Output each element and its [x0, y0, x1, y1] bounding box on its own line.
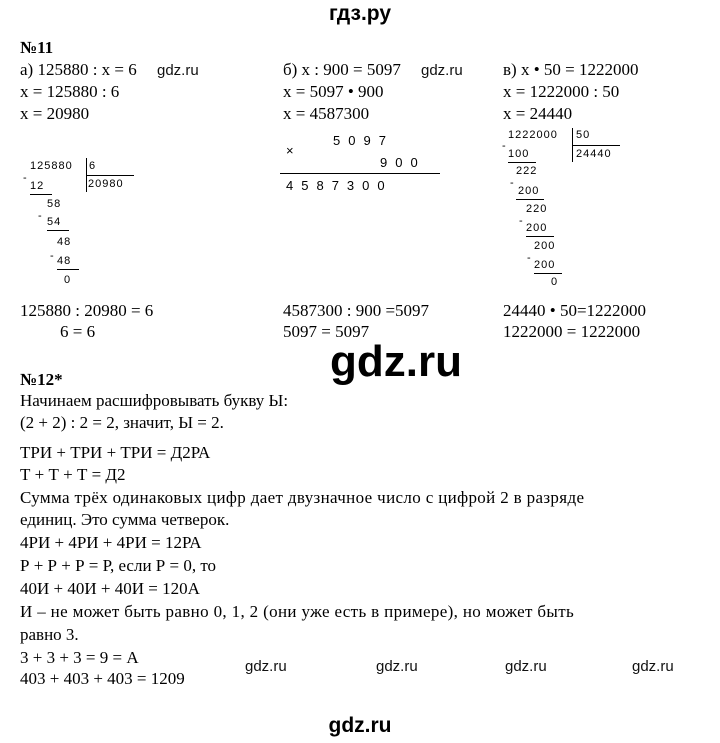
watermark-large: gdz.ru	[330, 337, 462, 386]
div-v-step: 200	[526, 222, 548, 234]
watermark: gdz.ru	[632, 658, 674, 675]
task11-a-line-2: х = 125880 : 6	[20, 82, 120, 101]
task11-a-line-3: х = 20980	[20, 104, 90, 123]
watermark: gdz.ru	[245, 658, 287, 675]
task11-v-check-2: 1222000 = 1222000	[503, 322, 641, 341]
task12-line: И – не может быть равно 0, 1, 2 (они уже есть в примере), но может быть	[20, 602, 575, 621]
task12-line: равно 3.	[20, 625, 79, 644]
task12-line: 40И + 40И + 40И = 120А	[20, 579, 200, 598]
div-v-quotient: 24440	[576, 148, 612, 160]
div-v-step: 100	[508, 148, 530, 160]
div-a-step: 58	[47, 198, 62, 210]
task12-line: 403 + 403 + 403 = 1209	[20, 669, 185, 688]
watermark: gdz.ru	[157, 62, 199, 79]
div-v-step: 0	[551, 276, 559, 288]
div-a-divisor: 6	[89, 160, 97, 172]
task11-a-check-2: 6 = 6	[60, 322, 96, 341]
task12-line: единиц. Это сумма четверок.	[20, 510, 230, 529]
div-a-step: 0	[64, 274, 72, 286]
task11-v-line-3: х = 24440	[503, 104, 573, 123]
task11-b-check-2: 5097 = 5097	[283, 322, 370, 341]
task11-b-check-1: 4587300 : 900 =5097	[283, 301, 430, 320]
task11-a-check-1: 125880 : 20980 = 6	[20, 301, 154, 320]
div-v-step: 220	[526, 203, 548, 215]
task12-line: Начинаем расшифровывать букву Ы:	[20, 391, 289, 410]
div-a-quotient: 20980	[88, 178, 124, 190]
mul-bottom: 900	[380, 155, 426, 170]
div-v-step: 200	[518, 185, 540, 197]
task12-line: 3 + 3 + 3 = 9 = А	[20, 648, 139, 667]
div-a-dividend: 125880	[30, 160, 73, 172]
div-v-step: 200	[534, 259, 556, 271]
task12-line: Р + Р + Р = Р, если Р = 0, то	[20, 556, 217, 575]
task11-number: №11	[20, 38, 54, 57]
task11-v-check-1: 24440 • 50=1222000	[503, 301, 647, 320]
task12-line: (2 + 2) : 2 = 2, значит, Ы = 2.	[20, 413, 224, 432]
div-a-step: 48	[57, 236, 72, 248]
task12-line: Сумма трёх одинаковых цифр дает двузначное число с цифрой 2 в разряде	[20, 488, 585, 507]
div-v-step: 222	[516, 165, 538, 177]
div-a-step: 12	[30, 180, 45, 192]
div-v-step: 200	[534, 240, 556, 252]
task11-v-line-2: х = 1222000 : 50	[503, 82, 620, 101]
site-header: гдз.ру	[328, 2, 392, 25]
task12-number: №12*	[20, 370, 63, 389]
watermark: gdz.ru	[421, 62, 463, 79]
watermark: gdz.ru	[376, 658, 418, 675]
task12-line: 4РИ + 4РИ + 4РИ = 12РА	[20, 533, 202, 552]
task11-b-line-2: х = 5097 • 900	[283, 82, 384, 101]
task11-b-line-1: б) х : 900 = 5097	[283, 60, 401, 79]
mul-top: 5097	[333, 133, 394, 148]
div-v-dividend: 1222000	[508, 129, 558, 141]
mul-result: 4587300	[286, 178, 393, 193]
task12-line: Т + Т + Т = Д2	[20, 465, 126, 484]
div-a-step: 54	[47, 216, 62, 228]
site-footer: gdz.ru	[328, 714, 392, 737]
task11-a-line-1: а) 125880 : х = 6	[20, 60, 137, 79]
mul-sign: ×	[286, 143, 302, 158]
div-a-step: 48	[57, 255, 72, 267]
task11-b-line-3: х = 4587300	[283, 104, 370, 123]
watermark: gdz.ru	[505, 658, 547, 675]
task12-line: ТРИ + ТРИ + ТРИ = Д2РА	[20, 443, 211, 462]
task11-v-line-1: в) х • 50 = 1222000	[503, 60, 639, 79]
div-v-divisor: 50	[576, 129, 591, 141]
